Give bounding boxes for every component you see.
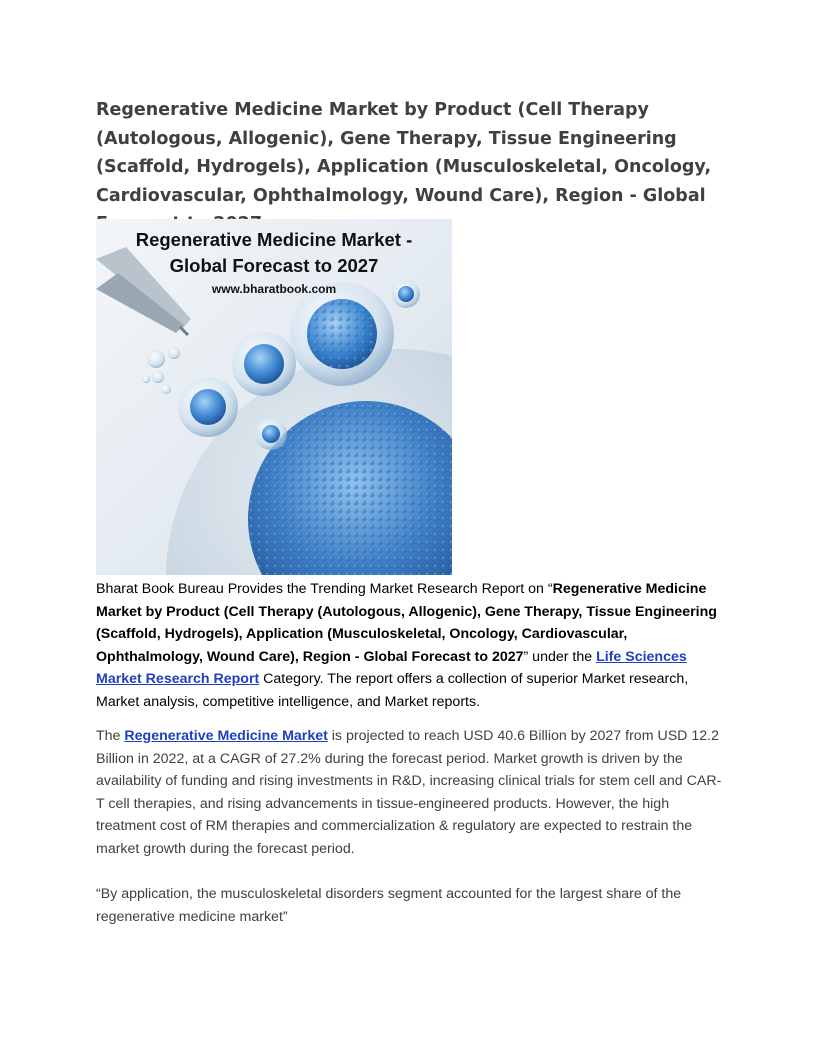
report-name: Regenerative Medicine Market by Product (Cell Therapy (Autologous, Allogenic), Gene Therapy, Tissue Engineering (Scaffold, Hydrogels), Application (Musculoskeletal, Oncology, Cardiovascular, Ophthalmology, Wound Care), Region - Global Forecast to 2027 — [96, 581, 717, 665]
banner-heading-line2: Global Forecast to 2027 — [169, 255, 379, 276]
intro-suffix: Category. The report offers a collection of superior Market research, Market analysis, competitive intelligence, and Market reports. — [96, 671, 689, 710]
application-quote: “By application, the musculoskeletal disorders segment accounted for the largest share of the regenerative medicine market” — [96, 886, 682, 925]
intro-prefix: Bharat Book Bureau Provides the Trending Market Research Report on “ — [96, 581, 553, 597]
banner-heading-line1: Regenerative Medicine Market - — [135, 229, 413, 250]
body-text: is projected to reach USD 40.6 Billion by 2027 from USD 12.2 Billion in 2022, at a CAGR of 27.2% during the forecast period. Market growth is driven by the availability of funding and rising investments in R&D, increasing clinical trials for stem cell and CAR-T cell therapies, and rising advancements in tissue-engineered products. However, the high treatment cost of RM therapies and commercialization & regulatory are expected to restrain the market growth during the forecast period. — [96, 728, 722, 857]
body-prefix: The — [96, 728, 125, 744]
intro-paragraph — [96, 578, 728, 713]
life-sciences-category-link[interactable]: Life Sciences Market Research Report — [96, 648, 687, 687]
market-summary-paragraph — [96, 725, 724, 861]
regenerative-medicine-market-link[interactable]: Regenerative Medicine Market — [124, 728, 328, 744]
page-title: Regenerative Medicine Market by Product (Cell Therapy (Autologous, Allogenic), Gene Therapy, Tissue Engineering (Scaffold, Hydrogels), Application (Musculoskeletal, Oncology, Cardiovascular, Ophthalmology, Wound Care), Region - Global — [96, 100, 712, 206]
banner-website: www.bharatbook.com — [211, 282, 337, 296]
report-banner-image — [96, 219, 452, 575]
intro-middle: ” under the — [523, 648, 597, 665]
